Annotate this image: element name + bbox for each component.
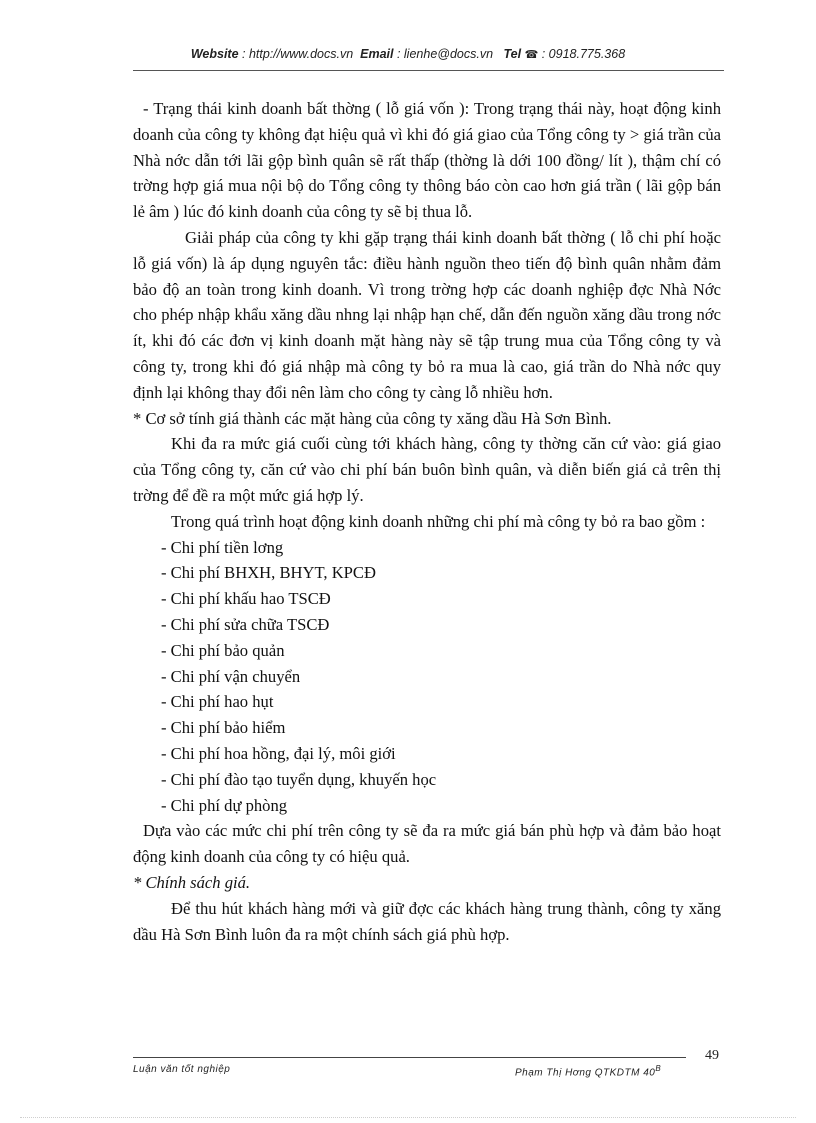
list-item: - Chi phí bảo quản — [161, 640, 285, 660]
paragraph-solution: Giải pháp của công ty khi gặp trạng thái kinh doanh bất thờng ( lỗ chi phí hoặc lỗ giá vốn) là áp dụng nguyên tắc: điều hành nguồn theo tiến độ bình quân nhằm đảm bảo độ an toàn trong kinh doanh. Vì trong trờng hợp các doanh nghiệp đợc Nhà Nớc cho phép nhập khẩu xăng dầu nhng lại nhập hạn chế, dẫn đến nguồn xăng dầu trong nớc ít, khi đó các đơn vị kinh doanh mặt hàng này sẽ tập trung mua của Tổng công ty và công ty, trong khi đó giá nhập mà công ty bỏ ra mua là cao, giá trần do Nhà nớc quy định lại không thay đổi nên làm cho công ty càng lỗ nhiều hơn. — [133, 227, 721, 402]
page-number: 49 — [705, 1048, 719, 1063]
paragraph-price-basis: Khi đa ra mức giá cuối cùng tới khách hàng, công ty thờng căn cứ vào: giá giao của Tổng công ty, căn cứ vào chi phí bán buôn bình quân, và diễn biến giá cả trên thị trờng để đề ra một mức giá hợp lý. — [133, 434, 721, 505]
section-heading-pricing-basis: * Cơ sở tính giá thành các mặt hàng của công ty xăng dầu Hà Sơn Bình. — [133, 408, 612, 428]
website-value: : http://www.docs.vn — [238, 47, 354, 61]
list-item: - Chi phí BHXH, BHYT, KPCĐ — [161, 563, 376, 583]
page-bottom-border — [20, 1117, 796, 1118]
section-heading-price-policy: * Chính sách giá. — [133, 872, 251, 892]
footer-rule — [133, 1057, 686, 1058]
paragraph-costs-intro: Trong quá trình hoạt động kinh doanh những chi phí mà công ty bỏ ra bao gồm : — [171, 511, 706, 531]
list-item: - Chi phí hao hụt — [161, 692, 274, 712]
page-header — [0, 47, 816, 61]
email-label: Email — [360, 47, 394, 61]
list-item: - Chi phí tiền lơng — [161, 537, 284, 557]
phone-icon: ☎ — [524, 49, 539, 61]
cost-list — [133, 535, 721, 819]
list-item: - Chi phí dự phòng — [161, 795, 288, 815]
list-item: - Chi phí sửa chữa TSCĐ — [161, 614, 330, 634]
footer-author — [515, 1064, 661, 1078]
paragraph-abnormal-state: - Trạng thái kinh doanh bất thờng ( lỗ giá vốn ): Trong trạng thái này, hoạt động kinh doanh của công ty không đạt hiệu quả vì khi đó giá giao của Tổng công ty > giá trần của Nhà nớc dẫn tới lãi gộp bình quân sẽ rất thấp (thờng là dới 100 đồng/ lít ), thậm chí có trờng hợp giá mua nội bộ do Tổng công ty thông báo còn cao hơn giá trần ( lãi gộp bán lẻ âm ) lúc đó kinh doanh của công ty sẽ bị thua lỗ. — [133, 99, 721, 222]
header-rule — [133, 70, 724, 71]
list-item: - Chi phí vận chuyển — [161, 666, 301, 686]
paragraph-price-policy: Để thu hút khách hàng mới và giữ đợc các khách hàng trung thành, công ty xăng dầu Hà Sơn Bình luôn đa ra một chính sách giá phù hợp. — [133, 898, 721, 944]
footer-thesis-label: Luận văn tốt nghiệp — [133, 1064, 231, 1075]
document-body — [133, 96, 721, 947]
website-label: Website — [190, 47, 239, 61]
list-item: - Chi phí khấu hao TSCĐ — [161, 589, 331, 609]
tel-value: : 0918.775.368 — [538, 47, 626, 61]
list-item: - Chi phí hoa hồng, đại lý, môi giới — [161, 743, 396, 763]
footer-author-text: Phạm Thị Hơng QTKDTM 40 — [515, 1067, 656, 1079]
list-item: - Chi phí đào tạo tuyển dụng, khuyến học — [161, 769, 437, 789]
list-item: - Chi phí bảo hiểm — [161, 718, 286, 738]
paragraph-based-on-costs: Dựa vào các mức chi phí trên công ty sẽ đa ra mức giá bán phù hợp và đảm bảo hoạt động kinh doanh của công ty có hiệu quả. — [133, 821, 721, 867]
tel-label: Tel — [503, 47, 522, 61]
email-value: : lienhe@docs.vn — [393, 47, 494, 61]
footer-author-sup: B — [655, 1064, 662, 1073]
